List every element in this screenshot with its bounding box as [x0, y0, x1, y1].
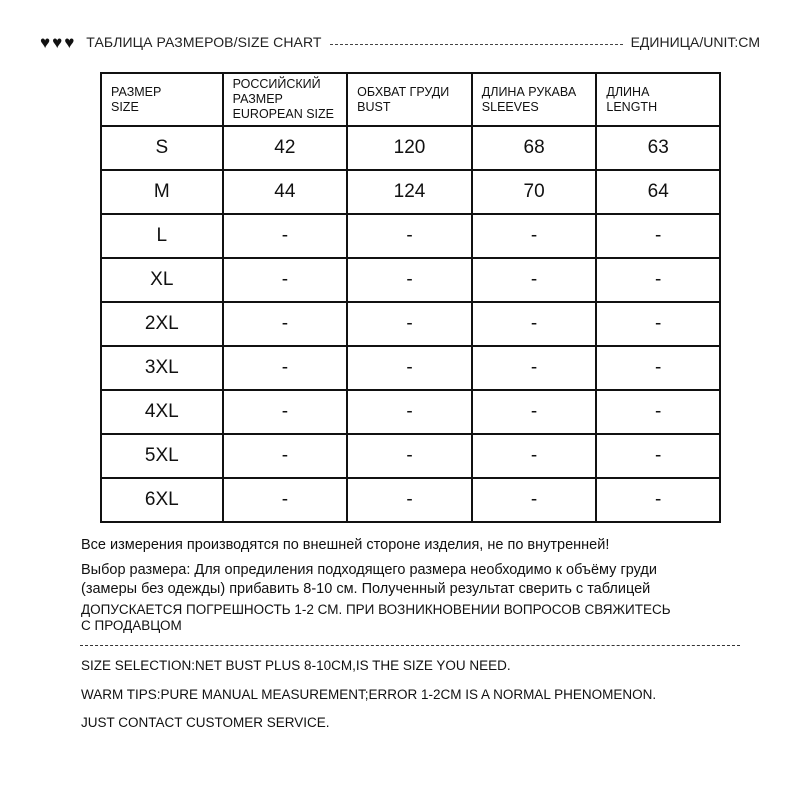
header-bust-en: BUST: [357, 99, 391, 114]
cell-european-size: -: [223, 214, 348, 258]
header-sleeves: [472, 73, 597, 126]
header-divider: [330, 44, 623, 45]
table-row: [101, 434, 720, 478]
cell-european-size: -: [223, 346, 348, 390]
cell-bust: -: [347, 390, 472, 434]
cell-sleeves: 70: [472, 170, 597, 214]
cell-size: 3XL: [101, 346, 223, 390]
cell-size: 6XL: [101, 478, 223, 522]
header-length-ru: ДЛИНА: [606, 84, 650, 99]
cell-length: -: [596, 346, 720, 390]
cell-european-size: -: [223, 478, 348, 522]
table-row: [101, 258, 720, 302]
heart-icon: ♥: [64, 32, 75, 52]
header-bust-ru: ОБХВАТ ГРУДИ: [357, 84, 450, 99]
table-row: [101, 478, 720, 522]
header-bust: [347, 73, 472, 126]
english-warm-tips: WARM TIPS:PURE MANUAL MEASUREMENT;ERROR 1-2CM IS A NORMAL PHENOMENON.: [81, 687, 657, 702]
cell-size: M: [101, 170, 223, 214]
cell-bust: -: [347, 258, 472, 302]
cell-size: XL: [101, 258, 223, 302]
cell-sleeves: -: [472, 258, 597, 302]
hearts-decoration: [40, 34, 74, 51]
cell-bust: -: [347, 214, 472, 258]
note-tolerance-1: ДОПУСКАЕТСЯ ПОГРЕШНОСТЬ 1-2 СМ. ПРИ ВОЗНИКНОВЕНИИ ВОПРОСОВ СВЯЖИТЕСЬ: [81, 602, 671, 617]
table-row: [101, 346, 720, 390]
cell-european-size: -: [223, 302, 348, 346]
header-european-ru: РОССИЙСКИЙ: [232, 77, 321, 91]
header-european-ru2: РАЗМЕР: [232, 92, 283, 106]
cell-size: 5XL: [101, 434, 223, 478]
cell-length: 64: [596, 170, 720, 214]
cell-bust: -: [347, 434, 472, 478]
note-size-selection-1: Выбор размера: Для опредиления подходящего размера необходимо к объёму груди: [81, 562, 657, 578]
chart-header: [40, 31, 760, 53]
notes-divider: [80, 645, 740, 646]
cell-length: -: [596, 214, 720, 258]
header-size-ru: РАЗМЕР: [111, 84, 162, 99]
cell-size: S: [101, 126, 223, 170]
table-row: [101, 390, 720, 434]
table-row: [101, 170, 720, 214]
header-length-en: LENGTH: [606, 99, 658, 114]
cell-european-size: -: [223, 390, 348, 434]
table-row: [101, 214, 720, 258]
header-sleeves-ru: ДЛИНА РУКАВА: [481, 84, 577, 99]
cell-sleeves: -: [472, 478, 597, 522]
cell-european-size: -: [223, 258, 348, 302]
cell-sleeves: -: [472, 390, 597, 434]
heart-icon: ♥: [40, 32, 51, 52]
cell-european-size: 44: [223, 170, 348, 214]
header-size: [101, 73, 223, 126]
cell-sleeves: 68: [472, 126, 597, 170]
cell-bust: 120: [347, 126, 472, 170]
heart-icon: ♥: [52, 32, 63, 52]
cell-sleeves: -: [472, 434, 597, 478]
cell-size: L: [101, 214, 223, 258]
cell-length: -: [596, 302, 720, 346]
cell-length: 63: [596, 126, 720, 170]
cell-size: 2XL: [101, 302, 223, 346]
header-european-en: EUROPEAN SIZE: [232, 107, 334, 121]
cell-bust: -: [347, 302, 472, 346]
cell-european-size: -: [223, 434, 348, 478]
cell-european-size: 42: [223, 126, 348, 170]
cell-bust: -: [347, 478, 472, 522]
header-sleeves-en: SLEEVES: [481, 99, 539, 114]
cell-sleeves: -: [472, 302, 597, 346]
chart-title: ТАБЛИЦА РАЗМЕРОВ/SIZE CHART: [86, 34, 322, 50]
cell-sleeves: -: [472, 346, 597, 390]
english-contact: JUST CONTACT CUSTOMER SERVICE.: [81, 715, 330, 730]
note-measurement: Все измерения производятся по внешней стороне изделия, не по внутренней!: [81, 537, 610, 553]
cell-length: -: [596, 434, 720, 478]
russian-notes: [81, 536, 761, 634]
size-table: [100, 72, 721, 523]
cell-length: -: [596, 258, 720, 302]
table-row: [101, 302, 720, 346]
unit-label: ЕДИНИЦА/UNIT:CM: [630, 34, 760, 50]
cell-length: -: [596, 390, 720, 434]
header-size-en: SIZE: [111, 99, 139, 114]
cell-bust: -: [347, 346, 472, 390]
table-header-row: [101, 73, 720, 126]
english-size-selection: SIZE SELECTION:NET BUST PLUS 8-10CM,IS THE SIZE YOU NEED.: [81, 658, 511, 673]
cell-bust: 124: [347, 170, 472, 214]
note-tolerance-2: С ПРОДАВЦОМ: [81, 618, 182, 633]
cell-size: 4XL: [101, 390, 223, 434]
note-size-selection-2: (замеры без одежды) прибавить 8-10 см. Полученный результат сверить с таблицей: [81, 581, 651, 597]
cell-sleeves: -: [472, 214, 597, 258]
cell-length: -: [596, 478, 720, 522]
header-length: [596, 73, 720, 126]
header-european-size: [223, 73, 348, 126]
table-row: [101, 126, 720, 170]
